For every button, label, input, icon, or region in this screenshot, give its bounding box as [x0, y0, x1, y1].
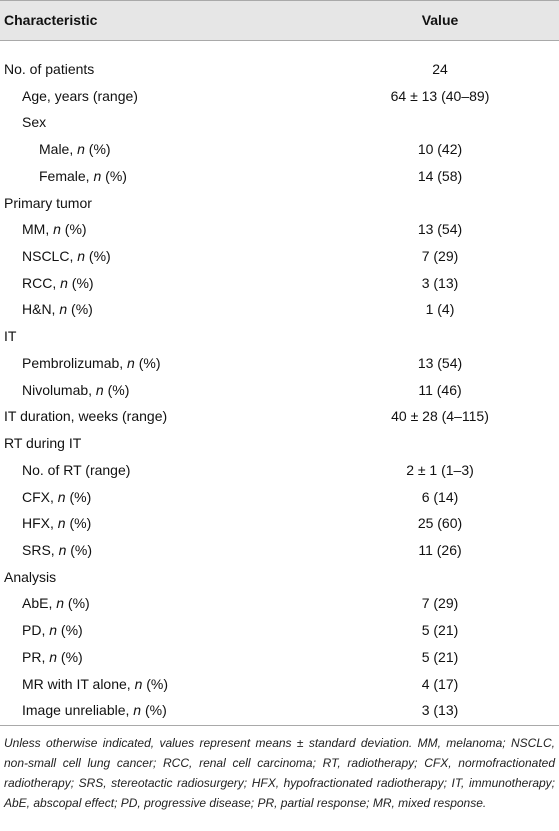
row-characteristic — [4, 190, 92, 217]
table-row — [0, 484, 559, 511]
row-value: 14 (58) — [417, 167, 463, 184]
row-value: 25 (60) — [417, 515, 463, 532]
table-body — [0, 56, 559, 724]
row-label-suffix: (%) — [142, 675, 169, 692]
table-row — [0, 537, 559, 564]
row-characteristic — [4, 430, 81, 457]
row-characteristic — [4, 56, 94, 83]
table-row — [0, 270, 559, 297]
row-value — [330, 190, 550, 217]
row-characteristic — [22, 537, 92, 564]
row-label: RT during IT — [4, 435, 82, 452]
table-row — [0, 109, 559, 136]
row-label-italic: n — [133, 702, 142, 719]
row-label: Image unreliable, — [22, 702, 134, 719]
row-characteristic — [22, 377, 129, 404]
row-label-suffix: (%) — [64, 595, 90, 612]
row-label-suffix: (%) — [65, 488, 92, 505]
row-label-suffix: (%) — [57, 622, 83, 639]
row-label-italic: n — [77, 248, 86, 265]
row-label: MM, — [22, 221, 54, 238]
row-label: MR with IT alone, — [22, 675, 135, 692]
row-value: 7 (29) — [421, 595, 459, 612]
table-row — [0, 216, 559, 243]
row-value: 40 ± 28 (4–115) — [391, 408, 489, 425]
row-characteristic — [4, 564, 56, 591]
row-label: CFX, — [22, 488, 58, 505]
row-label-italic: n — [57, 488, 66, 505]
row-characteristic — [22, 617, 83, 644]
row-label-suffix: (%) — [67, 301, 93, 318]
row-label-italic: n — [77, 141, 85, 158]
table-row — [0, 564, 559, 591]
row-value: 7 (29) — [421, 248, 459, 265]
row-label: Analysis — [4, 568, 57, 585]
table-row — [0, 83, 559, 110]
row-value: 1 (4) — [425, 301, 455, 318]
row-label-italic: n — [49, 648, 58, 665]
table-row — [0, 403, 559, 430]
row-label-suffix: (%) — [85, 248, 111, 265]
row-label-suffix: (%) — [103, 381, 130, 398]
row-label: PR, — [22, 648, 50, 665]
row-label: Sex — [22, 114, 47, 131]
row-characteristic — [4, 323, 16, 350]
row-label-suffix: (%) — [65, 515, 92, 532]
table-row — [0, 430, 559, 457]
row-value: 11 (26) — [418, 541, 462, 558]
table-row — [0, 243, 559, 270]
row-characteristic — [22, 510, 91, 537]
header-value: Value — [421, 12, 459, 28]
row-characteristic — [39, 163, 127, 190]
row-characteristic — [4, 403, 167, 430]
row-label: Pembrolizumab, — [22, 354, 128, 371]
row-characteristic — [22, 296, 93, 323]
row-value — [330, 564, 550, 591]
row-label-suffix: (%) — [60, 221, 87, 238]
row-characteristic — [22, 644, 83, 671]
row-label-italic: n — [49, 622, 58, 639]
row-label: HFX, — [22, 515, 58, 532]
row-value: 11 (46) — [418, 381, 462, 398]
row-value: 6 (14) — [421, 488, 459, 505]
row-label: H&N, — [22, 301, 60, 318]
row-label-suffix: (%) — [57, 648, 83, 665]
row-value — [330, 109, 550, 136]
row-value: 24 — [432, 61, 448, 77]
row-label: Nivolumab, — [22, 381, 96, 398]
row-label: Age, years (range) — [22, 87, 138, 104]
table-row — [0, 590, 559, 617]
table-row — [0, 296, 559, 323]
row-label: PD, — [22, 622, 50, 639]
table-row — [0, 350, 559, 377]
row-label-italic: n — [95, 381, 104, 398]
row-label-italic: n — [93, 167, 102, 184]
row-label-suffix: (%) — [134, 354, 161, 371]
row-value: 64 ± 13 (40–89) — [390, 87, 490, 104]
row-label: IT duration, weeks (range) — [4, 408, 168, 425]
row-value: 5 (21) — [421, 648, 459, 665]
row-label-italic: n — [53, 221, 61, 238]
table-row — [0, 644, 559, 671]
table-row — [0, 617, 559, 644]
row-value: 3 (13) — [421, 274, 459, 291]
row-label: AbE, — [22, 595, 57, 612]
row-label: SRS, — [22, 541, 59, 558]
row-label-suffix: (%) — [141, 702, 167, 719]
row-characteristic — [22, 109, 46, 136]
row-value: 13 (54) — [417, 354, 463, 371]
row-value: 4 (17) — [421, 675, 459, 692]
row-characteristic — [22, 484, 91, 511]
row-label-italic: n — [58, 541, 67, 558]
row-label-italic: n — [60, 274, 68, 291]
row-label-italic: n — [127, 354, 135, 371]
table-footnote: Unless otherwise indicated, values represent means ± standard deviation. MM, melanoma; NSCLC, non-small cell lung cancer; RCC, renal cell carcinoma; RT, radiotherapy; CFX, normofractionated radiotherapy; SRS, stereotactic radiosurgery; HFX, hypofractionated radiotherapy; IT, immunotherapy; AbE, abscopal effect; PD, progressive disease; PR, partial response; MR, mixed response. — [4, 736, 555, 810]
row-characteristic — [22, 457, 130, 484]
row-label: No. of RT (range) — [22, 461, 131, 478]
row-label: No. of patients — [4, 61, 95, 77]
table-header — [0, 0, 559, 41]
row-characteristic — [22, 590, 90, 617]
table-row — [0, 671, 559, 698]
row-characteristic — [39, 136, 111, 163]
row-characteristic — [22, 243, 111, 270]
row-value — [330, 323, 550, 350]
row-characteristic — [22, 350, 161, 377]
row-value: 2 ± 1 (1–3) — [406, 461, 474, 478]
table-row — [0, 377, 559, 404]
row-label-italic: n — [57, 515, 66, 532]
row-label-suffix: (%) — [66, 541, 93, 558]
row-value — [330, 430, 550, 457]
row-label: RCC, — [22, 274, 61, 291]
row-value: 3 (13) — [421, 702, 459, 719]
header-characteristic: Characteristic — [4, 12, 98, 28]
table-row — [0, 56, 559, 83]
table-row — [0, 163, 559, 190]
table-row — [0, 510, 559, 537]
row-characteristic — [22, 83, 138, 110]
row-label-italic: n — [59, 301, 68, 318]
table-row — [0, 136, 559, 163]
row-characteristic — [22, 671, 168, 698]
row-label-italic: n — [134, 675, 143, 692]
table-row — [0, 457, 559, 484]
table-row — [0, 697, 559, 724]
row-value: 5 (21) — [421, 622, 459, 639]
row-characteristic — [22, 216, 87, 243]
row-characteristic — [22, 697, 167, 724]
row-label: NSCLC, — [22, 248, 78, 265]
row-characteristic — [22, 270, 94, 297]
row-label: Female, — [39, 167, 94, 184]
row-value: 10 (42) — [417, 141, 463, 158]
row-label: Male, — [39, 141, 78, 158]
table-row — [0, 323, 559, 350]
row-label: IT — [4, 328, 17, 345]
row-label-suffix: (%) — [84, 141, 111, 158]
row-label: Primary tumor — [4, 194, 92, 211]
row-label-italic: n — [56, 595, 65, 612]
table-bottom-rule — [0, 725, 559, 726]
row-label-suffix: (%) — [101, 167, 127, 184]
row-value: 13 (54) — [417, 221, 463, 238]
row-label-suffix: (%) — [67, 274, 94, 291]
table-row — [0, 190, 559, 217]
